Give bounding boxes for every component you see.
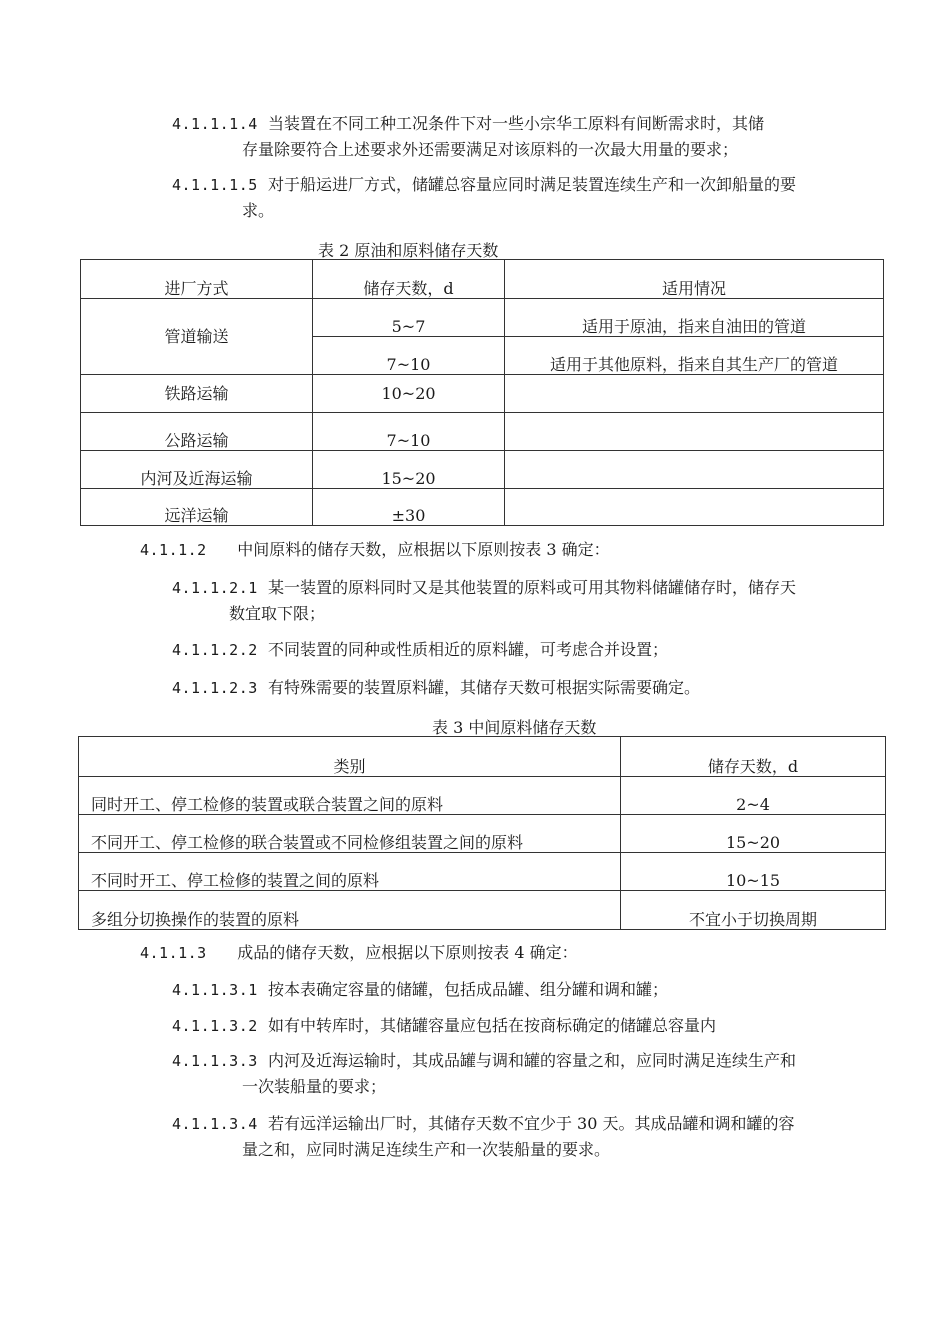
table-row	[81, 375, 884, 413]
clause-number: 4.1.1.3.3	[172, 1052, 258, 1070]
table3-header-days: 储存天数，d	[621, 737, 886, 777]
table3-cell-category: 多组分切换操作的装置的原料	[79, 891, 621, 930]
table2	[80, 259, 884, 526]
paragraph-4-1-1-1-4	[172, 111, 764, 163]
table-row	[79, 891, 886, 930]
paragraph-text: 当装置在不同工种工况条件下对一些小宗华工原料有间断需求时，其储	[267, 114, 764, 133]
table2-cell-mode: 铁路运输	[81, 375, 313, 413]
clause-number: 4.1.1.2	[140, 541, 207, 559]
paragraph-4-1-1-2-1	[172, 575, 796, 627]
paragraph-4-1-1-3-3	[172, 1048, 796, 1100]
paragraph-4-1-1-2-2	[172, 637, 668, 663]
clause-number: 4.1.1.1.4	[172, 115, 258, 133]
clause-number: 4.1.1.2.2	[172, 641, 258, 659]
table-row	[81, 299, 884, 337]
paragraph-4-1-1-3	[140, 940, 578, 966]
paragraph-text: 有特殊需要的装置原料罐，其储存天数可根据实际需要确定。	[267, 678, 700, 697]
table2-cell-usage	[505, 451, 884, 489]
paragraph-text-cont: 存量除要符合上述要求外还需要满足对该原料的一次最大用量的要求；	[242, 140, 739, 159]
table-row	[79, 815, 886, 853]
table2-cell-usage: 适用于原油，指来自油田的管道	[505, 299, 884, 337]
table2-cell-days: 5~7	[313, 299, 505, 337]
clause-number: 4.1.1.3.1	[172, 981, 258, 999]
table-row	[81, 489, 884, 526]
table2-header-mode: 进厂方式	[81, 260, 313, 299]
table2-cell-mode: 公路运输	[81, 413, 313, 451]
paragraph-text: 如有中转库时，其储罐容量应包括在按商标确定的储罐总容量内	[267, 1016, 716, 1035]
table3-cell-category: 不同时开工、停工检修的装置之间的原料	[79, 853, 621, 891]
paragraph-4-1-1-3-2	[172, 1013, 716, 1039]
table3-cell-days: 15~20	[621, 815, 886, 853]
clause-number: 4.1.1.3.2	[172, 1017, 258, 1035]
table2-cell-days: 15~20	[313, 451, 505, 489]
paragraph-text: 某一装置的原料同时又是其他装置的原料或可用其物料储罐储存时，储存天	[267, 578, 796, 597]
table-row	[81, 413, 884, 451]
table3-header-category: 类别	[79, 737, 621, 777]
clause-number: 4.1.1.1.5	[172, 176, 258, 194]
paragraph-text-cont: 求。	[242, 201, 275, 220]
paragraph-text: 对于船运进厂方式，储罐总容量应同时满足装置连续生产和一次卸船量的要	[267, 175, 796, 194]
table2-cell-usage: 适用于其他原料，指来自其生产厂的管道	[505, 337, 884, 375]
paragraph-4-1-1-1-5	[172, 172, 796, 224]
clause-number: 4.1.1.2.1	[172, 579, 258, 597]
table3-cell-days: 2~4	[621, 777, 886, 815]
table2-cell-mode: 管道输送	[81, 299, 313, 375]
paragraph-text: 若有远洋运输出厂时，其储存天数不宜少于 30 天。其成品罐和调和罐的容	[267, 1114, 795, 1133]
table3-cell-days: 不宜小于切换周期	[621, 891, 886, 930]
paragraph-text-cont: 一次装船量的要求；	[242, 1077, 387, 1096]
table2-caption: 表 2 原油和原料储存天数	[318, 241, 499, 260]
table2-cell-days: ±30	[313, 489, 505, 526]
table2-cell-usage	[505, 375, 884, 413]
table3-cell-days: 10~15	[621, 853, 886, 891]
table2-cell-days: 7~10	[313, 337, 505, 375]
table3-header-row	[79, 737, 886, 777]
paragraph-text: 成品的储存天数，应根据以下原则按表 4 确定：	[237, 943, 578, 962]
table2-header-usage: 适用情况	[505, 260, 884, 299]
table2-cell-mode: 内河及近海运输	[81, 451, 313, 489]
paragraph-text-cont: 数宜取下限；	[229, 604, 326, 623]
table-row	[79, 777, 886, 815]
clause-number: 4.1.1.2.3	[172, 679, 258, 697]
table2-cell-mode: 远洋运输	[81, 489, 313, 526]
table2-cell-days: 10~20	[313, 375, 505, 413]
paragraph-text-cont: 量之和，应同时满足连续生产和一次装船量的要求。	[242, 1140, 611, 1159]
paragraph-4-1-1-2-3	[172, 675, 700, 701]
table-row	[79, 853, 886, 891]
table3	[78, 736, 886, 930]
table2-header-row	[81, 260, 884, 299]
table3-caption: 表 3 中间原料储存天数	[432, 718, 597, 737]
paragraph-text: 不同装置的同种或性质相近的原料罐，可考虑合并设置；	[267, 640, 668, 659]
paragraph-text: 按本表确定容量的储罐，包括成品罐、组分罐和调和罐；	[267, 980, 668, 999]
table2-cell-usage	[505, 489, 884, 526]
table3-cell-category: 不同开工、停工检修的联合装置或不同检修组装置之间的原料	[79, 815, 621, 853]
clause-number: 4.1.1.3.4	[172, 1115, 258, 1133]
paragraph-4-1-1-2	[140, 537, 610, 563]
paragraph-4-1-1-3-4	[172, 1111, 795, 1163]
table2-cell-days: 7~10	[313, 413, 505, 451]
table2-header-days: 储存天数，d	[313, 260, 505, 299]
table3-cell-category: 同时开工、停工检修的装置或联合装置之间的原料	[79, 777, 621, 815]
table-row	[81, 451, 884, 489]
paragraph-text: 中间原料的储存天数，应根据以下原则按表 3 确定：	[237, 540, 610, 559]
paragraph-4-1-1-3-1	[172, 977, 668, 1003]
clause-number: 4.1.1.3	[140, 944, 207, 962]
table2-cell-usage	[505, 413, 884, 451]
paragraph-text: 内河及近海运输时，其成品罐与调和罐的容量之和，应同时满足连续生产和	[267, 1051, 796, 1070]
